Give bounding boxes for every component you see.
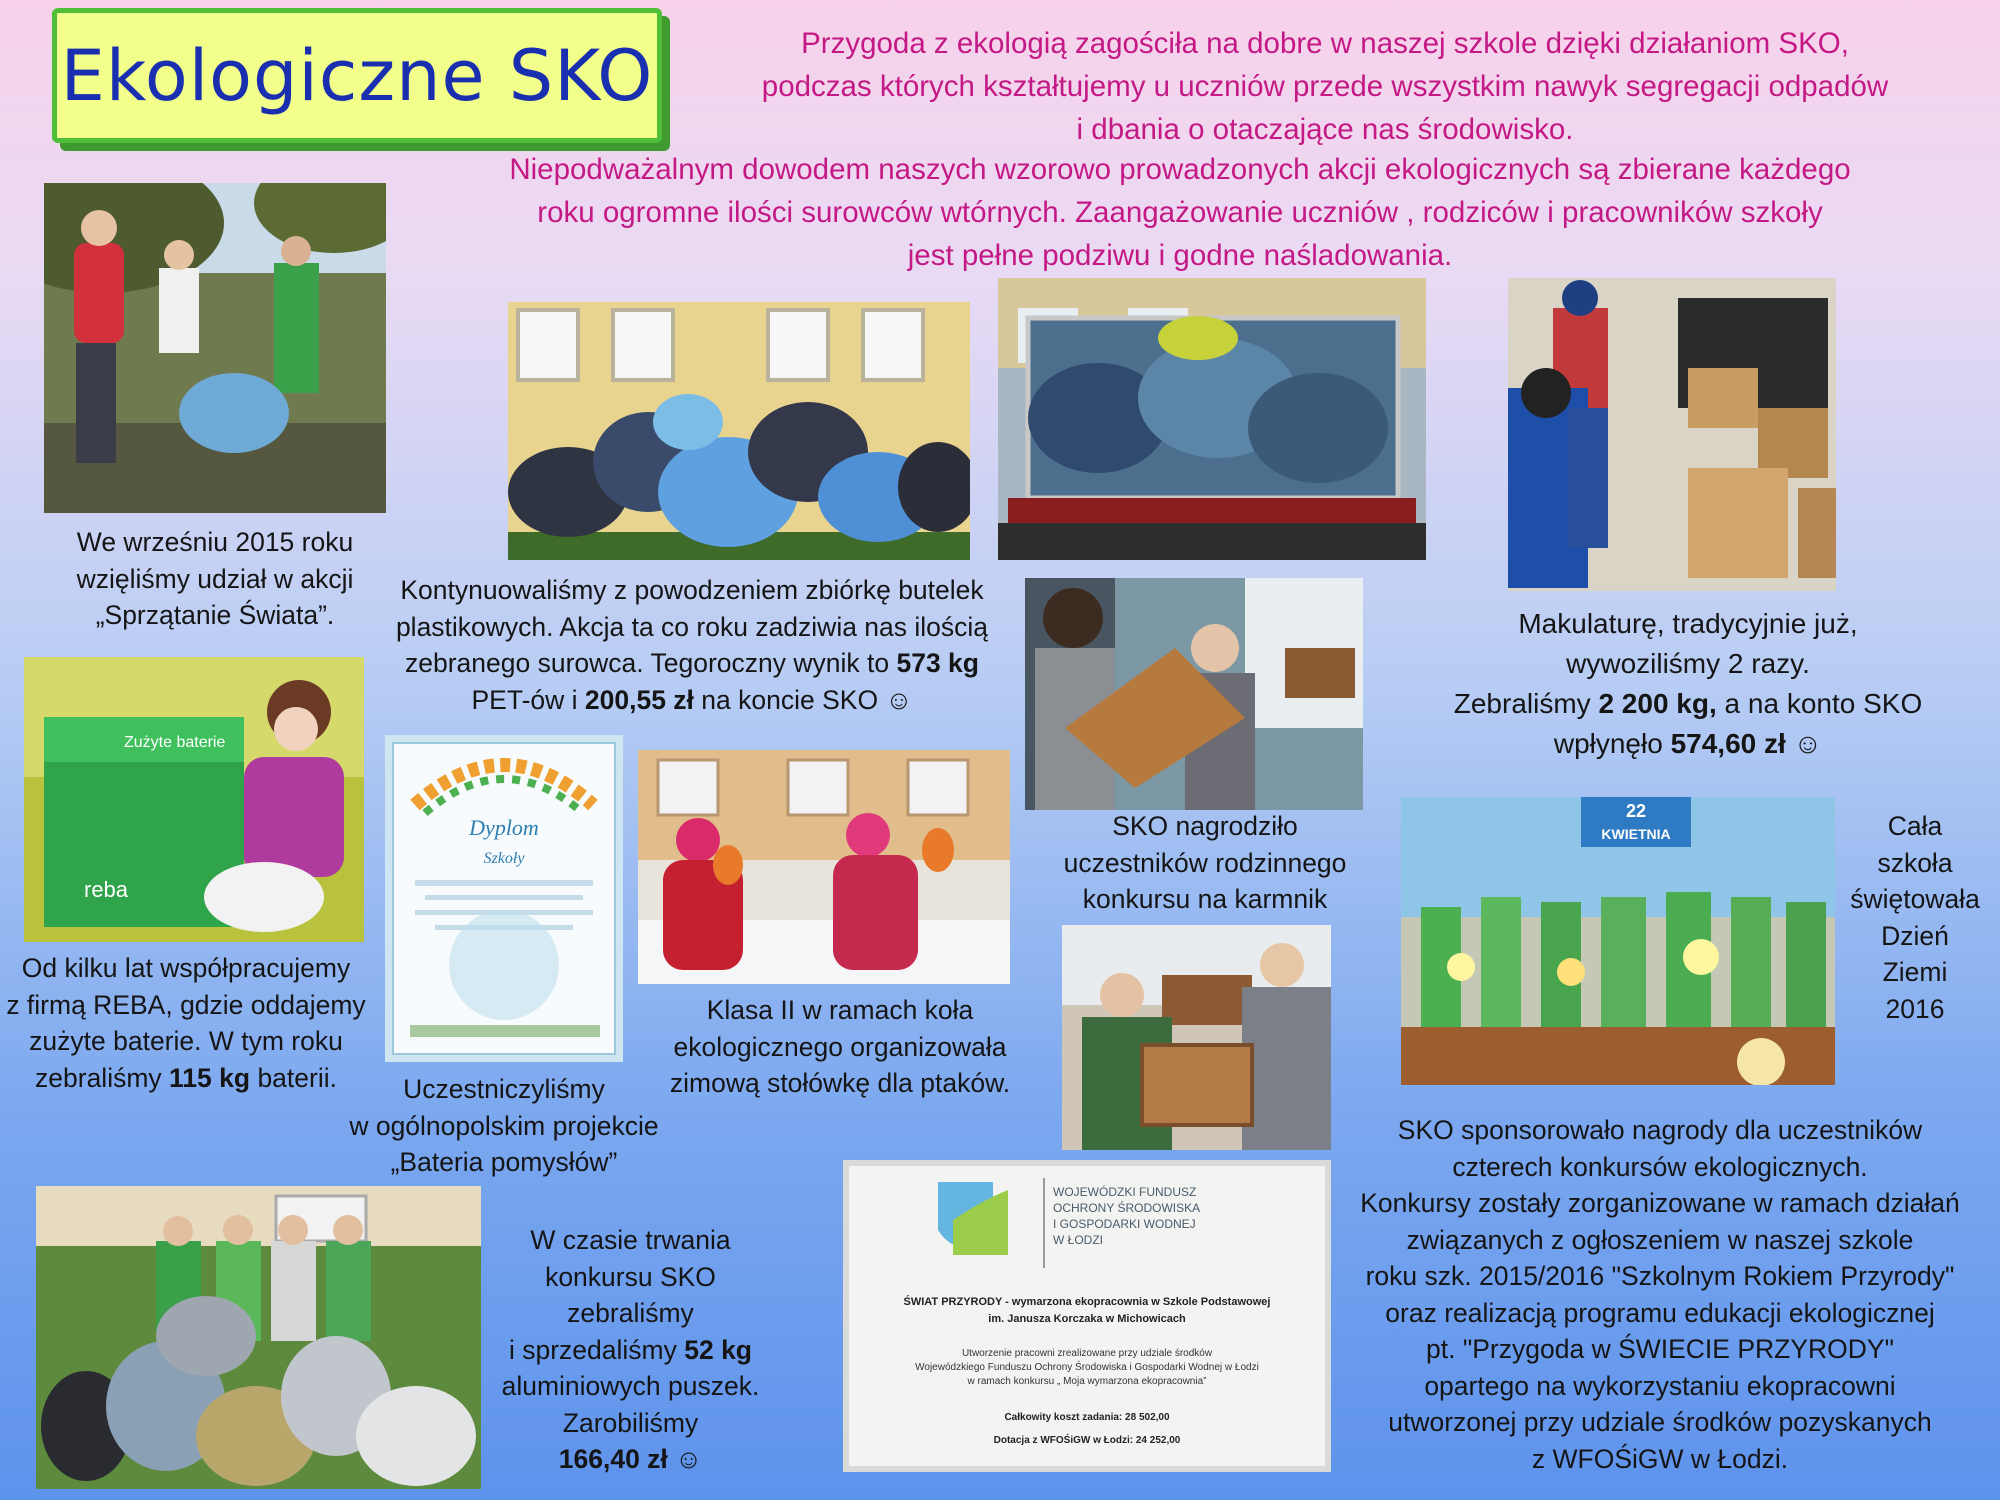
caption-line: Cała	[1887, 811, 1943, 841]
intro-paragraph-1	[660, 22, 1990, 151]
caption-line: świętowała	[1850, 884, 1980, 914]
caption-text: PET-ów i	[471, 684, 585, 715]
caption-line: konkursu na karmnik	[1082, 884, 1328, 914]
photo-cleanup	[44, 183, 386, 513]
caption-project	[318, 1071, 690, 1181]
photo-paper	[1508, 278, 1836, 591]
caption-birdhouse	[1040, 808, 1370, 918]
caption-text: baterii.	[250, 1062, 337, 1093]
caption-line: szkoła	[1877, 847, 1953, 878]
photo-bird-feeding	[638, 750, 1010, 984]
intro-line: podczas których kształtujemy u uczniów przede wszystkim nawyk segregacji odpadów	[761, 70, 1889, 103]
caption-line: aluminiowych puszek.	[501, 1371, 760, 1401]
caption-line: „Bateria pomysłów”	[390, 1147, 618, 1177]
pet-weight: 573 kg	[896, 648, 979, 678]
caption-line: z WFOŚiGW w Łodzi.	[1531, 1443, 1789, 1474]
caption-line: utworzonej przy udziale środków pozyskanych	[1388, 1407, 1932, 1437]
plaque-body-line: Utworzenie pracowni zrealizowane przy udziale środków	[961, 1348, 1213, 1359]
caption-line: zimową stołówkę dla ptaków.	[669, 1068, 1011, 1098]
intro-line: roku ogromne ilości surowców wtórnych. Zaangażowanie uczniów , rodziców i pracowników szkoły	[537, 196, 1823, 229]
caption-cleanup	[30, 524, 400, 634]
photo-truck	[998, 278, 1426, 560]
caption-line: Makulaturę, tradycyjnie już,	[1518, 608, 1858, 639]
photo-cans	[36, 1186, 481, 1489]
caption-line: z firmą REBA, gdzie oddajemy	[6, 989, 366, 1020]
photo-batteries	[24, 657, 364, 942]
banner-month: KWIETNIA	[1601, 826, 1671, 842]
caption-line: oraz realizacją programu edukacji ekologicznej	[1385, 1297, 1935, 1328]
cans-amount: 166,40 zł	[558, 1444, 668, 1474]
plaque-org-line: I GOSPODARKI WODNEJ	[1053, 1217, 1196, 1231]
caption-line: W czasie trwania	[530, 1225, 731, 1255]
caption-text: Zebraliśmy	[1453, 688, 1599, 719]
cans-weight: 52 kg	[684, 1334, 752, 1365]
caption-line: Kontynuowaliśmy z powodzeniem zbiórkę butelek	[400, 575, 984, 605]
caption-line: związanych z ogłoszeniem w naszej szkole	[1406, 1224, 1914, 1255]
caption-line: pt. "Przygoda w ŚWIECIE PRZYRODY"	[1426, 1334, 1894, 1364]
caption-bird-feeding	[640, 992, 1040, 1102]
caption-line: konkursu SKO	[545, 1261, 716, 1292]
caption-text: ☺	[667, 1444, 703, 1474]
caption-line: 2016	[1885, 993, 1945, 1024]
plaque-headline: ŚWIAT PRZYRODY - wymarzona ekopracownia w Szkole Podstawowej	[903, 1296, 1271, 1308]
caption-cans	[478, 1222, 783, 1478]
pet-amount: 200,55 zł	[584, 684, 694, 715]
caption-line: SKO sponsorowało nagrody dla uczestników	[1397, 1115, 1923, 1145]
caption-text: wpłynęło	[1553, 728, 1671, 759]
plaque-org-line: OCHRONY ŚRODOWISKA	[1053, 1201, 1201, 1215]
intro-paragraph-2	[390, 148, 1970, 277]
caption-batteries	[0, 950, 372, 1096]
intro-line: i dbania o otaczające nas środowisko.	[1076, 113, 1574, 146]
battery-box-label: Zużyte baterie	[124, 734, 226, 751]
diploma-subtitle: Szkoły	[483, 850, 525, 867]
caption-text: i sprzedaliśmy	[508, 1334, 685, 1365]
caption-paper	[1418, 604, 1958, 764]
plaque-body-line: Wojewódzkiego Funduszu Ochrony Środowiska i Gospodarki Wodnej w Łodzi	[915, 1362, 1259, 1373]
caption-text: na koncie SKO ☺	[693, 684, 913, 715]
caption-line: wzięliśmy udział w akcji	[76, 563, 354, 594]
photo-pet-bags	[508, 302, 970, 560]
caption-line: Zarobiliśmy	[562, 1407, 699, 1438]
plaque-org-line: WOJEWÓDZKI FUNDUSZ	[1053, 1185, 1197, 1199]
caption-line: uczestników rodzinnego	[1063, 847, 1347, 878]
caption-line: We wrześniu 2015 roku	[76, 527, 354, 557]
caption-line: roku szk. 2015/2016 "Szkolnym Rokiem Przyrody"	[1365, 1261, 1955, 1291]
caption-prizes	[1340, 1112, 1980, 1477]
caption-line: ekologicznego organizowała	[673, 1031, 1007, 1062]
intro-line: jest pełne podziwu i godne naśladowania.	[907, 239, 1453, 272]
caption-line: zużyte baterie. W tym roku	[29, 1026, 343, 1056]
caption-pet	[372, 572, 1012, 718]
battery-weight: 115 kg	[169, 1062, 251, 1093]
intro-line: Niepodważalnym dowodem naszych wzorowo prowadzonych akcji ekologicznych są zbierane każdego	[509, 153, 1851, 186]
caption-line: Od kilku lat współpracujemy	[21, 953, 351, 983]
caption-line: Klasa II w ramach koła	[706, 995, 974, 1025]
caption-line: Ziemi	[1882, 957, 1948, 987]
plaque-grant: Dotacja z WFOŚiGW w Łodzi: 24 252,00	[993, 1435, 1181, 1446]
plaque-body-line: w ramach konkursu „ Moja wymarzona ekopracownia”	[967, 1376, 1207, 1387]
caption-line: „Sprzątanie Świata”.	[95, 600, 335, 630]
page-title-box	[52, 8, 662, 143]
caption-line: plastikowych. Akcja ta co roku zadziwia nas ilością	[395, 611, 989, 642]
photo-birdhouse	[1025, 578, 1363, 810]
plaque-school: im. Janusza Korczaka w Michowicach	[988, 1313, 1186, 1325]
caption-line: wywoziliśmy 2 razy.	[1566, 648, 1810, 679]
caption-line: Dzień	[1881, 920, 1949, 951]
caption-line: Konkursy zostały zorganizowane w ramach działań	[1360, 1188, 1960, 1218]
caption-text: zebraliśmy	[35, 1062, 170, 1093]
photo-birdhouse-boys	[1062, 925, 1331, 1150]
photo-plaque	[843, 1160, 1331, 1472]
caption-line: zebraliśmy	[567, 1298, 694, 1328]
caption-text: a na konto SKO	[1716, 688, 1923, 719]
caption-earth-day	[1840, 808, 1990, 1027]
plaque-cost: Całkowity koszt zadania: 28 502,00	[1004, 1412, 1170, 1423]
plaque-org-line: W ŁODZI	[1053, 1233, 1103, 1247]
paper-weight: 2 200 kg,	[1598, 688, 1717, 719]
caption-text: zebranego surowca. Tegoroczny wynik to	[404, 648, 897, 678]
photo-earth-day	[1401, 797, 1835, 1085]
caption-text: ☺	[1785, 728, 1823, 759]
caption-line: Uczestniczyliśmy	[403, 1074, 605, 1104]
caption-line: w ogólnopolskim projekcie	[349, 1110, 659, 1141]
diploma-title: Dyplom	[469, 815, 539, 840]
caption-line: czterech konkursów ekologicznych.	[1452, 1151, 1868, 1182]
intro-line: Przygoda z ekologią zagościła na dobre w naszej szkole dzięki działaniom SKO,	[801, 27, 1849, 60]
photo-diploma	[385, 735, 623, 1062]
page-title: Ekologiczne SKO	[60, 34, 654, 117]
paper-amount: 574,60 zł	[1670, 728, 1786, 759]
caption-line: opartego na wykorzystaniu ekopracowni	[1424, 1370, 1896, 1401]
caption-line: SKO nagrodziło	[1112, 811, 1298, 841]
banner-day: 22	[1625, 801, 1647, 821]
battery-box-brand: reba	[84, 877, 129, 902]
